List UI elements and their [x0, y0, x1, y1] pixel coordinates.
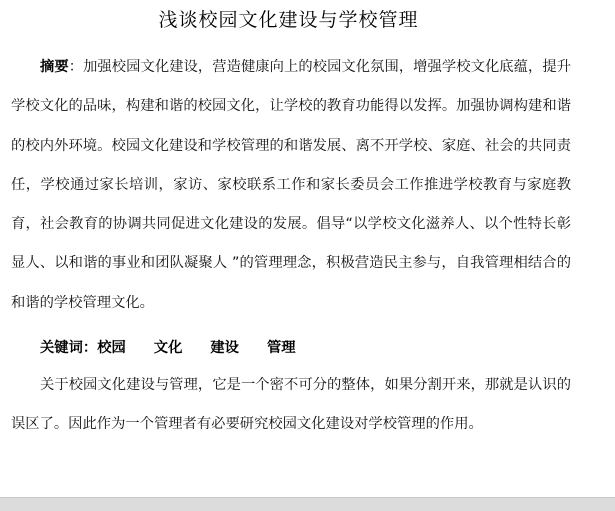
- body-paragraph: 关于校园文化建设与管理，它是一个密不可分的整体，如果分割开来，那就是认识的误区了。因此作为一个管理者有必要研究校园文化建设对学校管理的作用。: [11, 377, 571, 433]
- keyword-item: 管理: [266, 340, 296, 356]
- abstract-paragraph: [11, 48, 571, 323]
- abstract-text: ：加强校园文化建设，营造健康向上的校园文化氛围，增强学校文化底蕴，提升学校文化的品味，构建和谐的校园文化，让学校的教育功能得以发挥。加强协调构建和谐的校内外环境。校园文化建设和学校管理的和谐发展、离不开学校、家庭、社会的共同责任，学校通过家长培训，家访、家校联系工作和家长委员会工作推进学校教育与家庭教育，社会教育的协调共同促进文化建设的发展。倡导“以学校文化滋养人、以个性特长彰显人、以和谐的事业和团队凝聚人 ”的管理理念，积极营造民主参与，自我管理相结合的和谐的学校管理文化。: [11, 59, 572, 311]
- keywords-label: 关键词：: [40, 340, 98, 356]
- document-title: 浅谈校园文化建设与学校管理: [158, 9, 419, 31]
- abstract-label: 摘要: [40, 59, 69, 75]
- keyword-item: 校园: [97, 340, 126, 356]
- keyword-item: 建设: [210, 340, 239, 356]
- keyword-item: 文化: [153, 340, 183, 356]
- keywords-line: [40, 336, 296, 360]
- bottom-scroll-area[interactable]: [0, 497, 615, 511]
